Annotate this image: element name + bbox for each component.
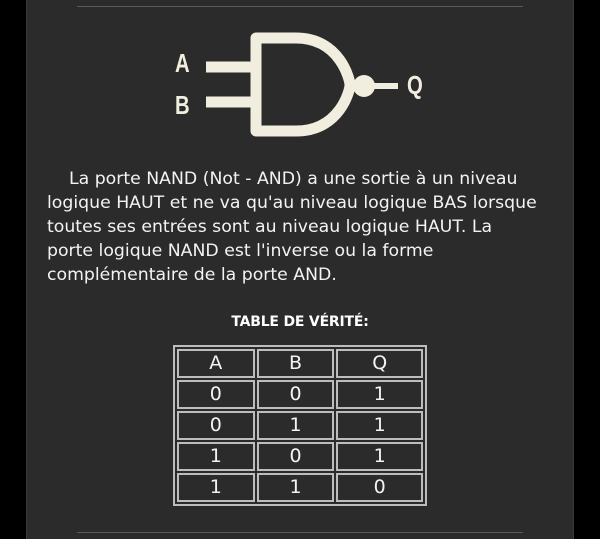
- input-a-label: A: [175, 48, 190, 78]
- header-q: Q: [336, 349, 423, 378]
- truth-table-title: TABLE DE VÉRITÉ:: [231, 314, 369, 330]
- table-row: [177, 411, 423, 440]
- cell-q: 1: [336, 442, 423, 471]
- cell-a: 1: [177, 442, 255, 471]
- cell-b: 1: [257, 411, 335, 440]
- table-row: [177, 442, 423, 471]
- cell-q: 1: [336, 380, 423, 409]
- truth-table: [173, 345, 427, 506]
- output-q-label: Q: [407, 70, 423, 100]
- cell-a: 0: [177, 411, 255, 440]
- bottom-divider: [77, 532, 523, 533]
- input-b-label: B: [175, 90, 190, 120]
- table-row: [177, 473, 423, 502]
- nand-gate-body: [256, 38, 350, 131]
- inversion-bubble: [353, 75, 375, 97]
- cell-b: 0: [257, 442, 335, 471]
- header-b: B: [257, 349, 335, 378]
- cell-q: 0: [336, 473, 423, 502]
- cell-b: 0: [257, 380, 335, 409]
- nand-gate-diagram: [0, 0, 600, 160]
- header-a: A: [177, 349, 255, 378]
- cell-a: 0: [177, 380, 255, 409]
- nand-gate-icon: [0, 0, 600, 160]
- nand-description: La porte NAND (Not - AND) a une sortie à un niveau logique HAUT et ne va qu'au niveau logique BAS lorsque toutes ses entrées sont au niveau logique HAUT. La porte logique NAND est l'inverse ou la forme complémentaire de la porte AND.: [47, 169, 537, 285]
- table-row: [177, 380, 423, 409]
- cell-q: 1: [336, 411, 423, 440]
- truth-table-header-row: [177, 349, 423, 378]
- cell-a: 1: [177, 473, 255, 502]
- cell-b: 1: [257, 473, 335, 502]
